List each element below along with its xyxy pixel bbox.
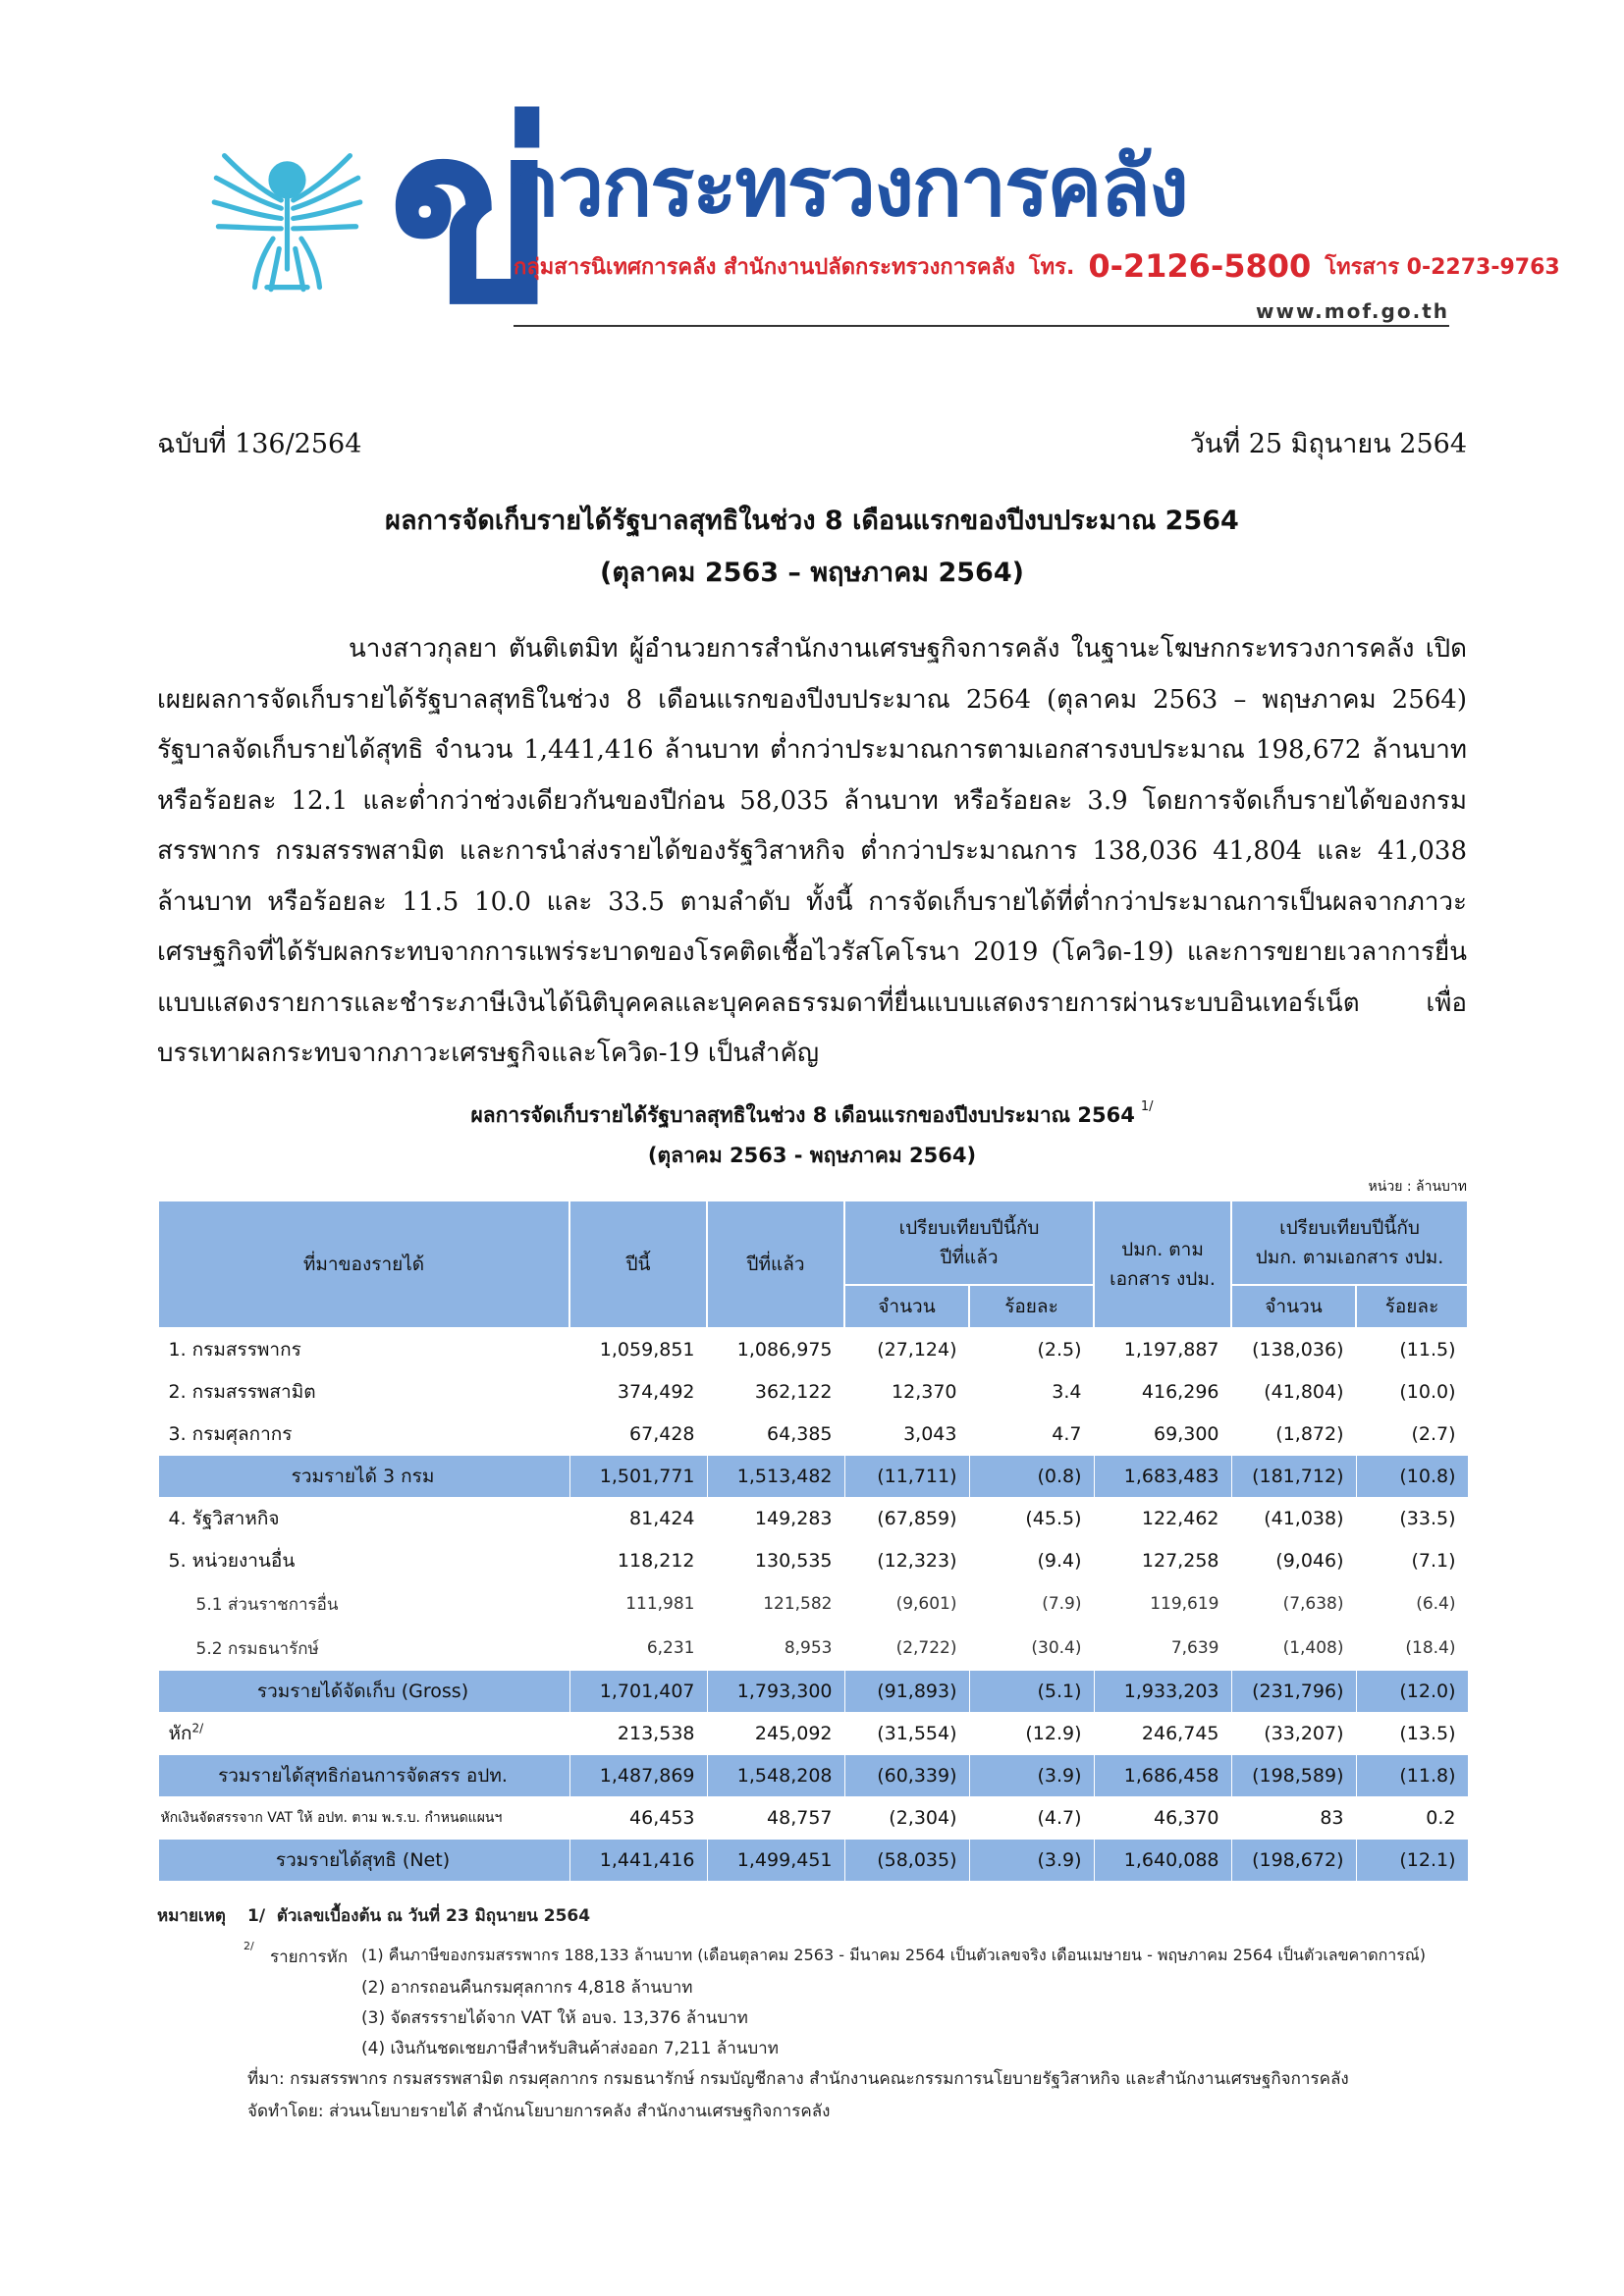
note-1-mark: 1/ [247, 1906, 266, 1926]
row-label: 2. กรมสรรพสามิต [158, 1371, 569, 1414]
cell: (3.9) [969, 1755, 1094, 1797]
header-source: ที่มาของรายได้ [158, 1201, 569, 1328]
row-label: 1. กรมสรรพากร [158, 1328, 569, 1371]
cell: 362,122 [707, 1371, 844, 1414]
cell: (10.8) [1356, 1456, 1468, 1498]
cell: 81,424 [569, 1498, 707, 1540]
cell: 1,501,771 [569, 1456, 707, 1498]
row-label: 3. กรมศุลกากร [158, 1414, 569, 1456]
table-row [158, 1498, 1468, 1540]
header-this-year: ปีนี้ [569, 1201, 707, 1328]
masthead-tel: 0-2126-5800 [1088, 247, 1312, 285]
row-label: รวมรายได้สุทธิ (Net) [158, 1840, 569, 1882]
cell: (67,859) [844, 1498, 969, 1540]
cell: (6.4) [1356, 1582, 1468, 1627]
cell: (11.8) [1356, 1755, 1468, 1797]
cell: (12.0) [1356, 1671, 1468, 1713]
cell: (9,046) [1231, 1540, 1356, 1582]
header-percent-2: ร้อยละ [1356, 1285, 1468, 1328]
cell: (11.5) [1356, 1328, 1468, 1371]
cell: 130,535 [707, 1540, 844, 1582]
masthead-website: www.mof.go.th [514, 299, 1449, 327]
cell: (198,589) [1231, 1755, 1356, 1797]
note-1 [247, 1902, 590, 1929]
cell: 213,538 [569, 1713, 707, 1755]
cell: (3.9) [969, 1840, 1094, 1882]
cell: 83 [1231, 1797, 1356, 1840]
cell: (7,638) [1231, 1582, 1356, 1627]
cell: 1,441,416 [569, 1840, 707, 1882]
table-total-row [158, 1840, 1468, 1882]
masthead-contact [514, 245, 1560, 287]
cell: (5.1) [969, 1671, 1094, 1713]
note-2-item: (1) คืนภาษีของกรมสรรพากร 188,133 ล้านบาท (เดือนตุลาคม 2563 - มีนาคม 2564 เป็นตัวเลขจริง เดือนเมษายน - พฤษภาคม 2564 เป็นตัวเลขคาดการณ์) [361, 1946, 1426, 1964]
cell: 1,197,887 [1094, 1328, 1231, 1371]
cell: (13.5) [1356, 1713, 1468, 1755]
cell: 1,640,088 [1094, 1840, 1231, 1882]
table-total-row [158, 1755, 1468, 1797]
note-2-mark-text: 2/ [244, 1940, 254, 1952]
cell: 1,683,483 [1094, 1456, 1231, 1498]
table-caption-text: ผลการจัดเก็บรายได้รัฐบาลสุทธิในช่วง 8 เดือนแรกของปีงบประมาณ 2564 [470, 1103, 1135, 1127]
table-total-row [158, 1671, 1468, 1713]
row-label [158, 1713, 569, 1755]
cell: (9,601) [844, 1582, 969, 1627]
cell: 3.4 [969, 1371, 1094, 1414]
cell: 1,499,451 [707, 1840, 844, 1882]
revenue-table [157, 1200, 1469, 1882]
cell: 0.2 [1356, 1797, 1468, 1840]
cell: 1,548,208 [707, 1755, 844, 1797]
header-estimate: ปมก. ตาม เอกสาร งปม. [1094, 1201, 1231, 1328]
table-total-row [158, 1456, 1468, 1498]
row-label: รวมรายได้สุทธิก่อนการจัดสรร อปท. [158, 1755, 569, 1797]
note-2-item: (3) จัดสรรรายได้จาก VAT ให้ อบจ. 13,376 ล้านบาท [361, 2008, 748, 2028]
cell: 1,701,407 [569, 1671, 707, 1713]
cell: (12,323) [844, 1540, 969, 1582]
table-row [158, 1540, 1468, 1582]
cell: 8,953 [707, 1627, 844, 1671]
table-row [158, 1713, 1468, 1755]
cell: (58,035) [844, 1840, 969, 1882]
cell: 149,283 [707, 1498, 844, 1540]
cell: (7.9) [969, 1582, 1094, 1627]
cell: 64,385 [707, 1414, 844, 1456]
body-paragraph: นางสาวกุลยา ตันติเตมิท ผู้อำนวยการสำนักงานเศรษฐกิจการคลัง ในฐานะโฆษกกระทรวงการคลัง เปิดเผยผลการจัดเก็บรายได้รัฐบาลสุทธิในช่วง 8 เดือนแรกของปีงบประมาณ 2564 (ตุลาคม 2563 – พฤษภาคม 2564) รัฐบาลจัดเก็บรายได้สุทธิ จำนวน 1,441,416 ล้านบาท ต่ำกว่าประมาณการตามเอกสารงบประมาณ 198,672 ล้านบาท หรือร้อยละ 12.1 และต่ำกว่าช่วงเดียวกันของปีก่อน 58,035 ล้านบาท หรือร้อยละ 3.9 โดยการจัดเก็บรายได้ของกรมสรรพากร กรมสรรพสามิต และการนำส่งรายได้ของรัฐวิสาหกิจ ต่ำกว่าประมาณการ 138,036 41,804 และ 41,038 ล้านบาท หรือร้อยละ 11.5 10.0 และ 33.5 ตามลำดับ ทั้งนี้ การจัดเก็บรายได้ที่ต่ำกว่าประมาณการเป็นผลจากภาวะเศรษฐกิจที่ได้รับผลกระทบจากการแพร่ระบาดของโรคติดเชื้อไวรัสโคโรนา 2019 (โควิด-19) และการขยายเวลาการยื่นแบบแสดงรายการและชำระภาษีเงินได้นิติบุคคลและบุคคลธรรมดาที่ยื่นแบบแสดงรายการผ่านระบบอินเทอร์เน็ต เพื่อบรรเทาผลกระทบจากภาวะเศรษฐกิจและโควิด-19 เป็นสำคัญ [157, 634, 1467, 1068]
cell: 46,453 [569, 1797, 707, 1840]
row-label-text: หัก [168, 1723, 192, 1744]
cell: 121,582 [707, 1582, 844, 1627]
cell: 127,258 [1094, 1540, 1231, 1582]
masthead-name: าวกระทรวงการคลัง [514, 138, 1187, 235]
table-row [158, 1797, 1468, 1840]
note-1-text: ตัวเลขเบื้องต้น ณ วันที่ 23 มิถุนายน 2564 [276, 1906, 591, 1926]
cell: (27,124) [844, 1328, 969, 1371]
cell: (2,304) [844, 1797, 969, 1840]
cell: (9.4) [969, 1540, 1094, 1582]
cell: 245,092 [707, 1713, 844, 1755]
cell: 122,462 [1094, 1498, 1231, 1540]
row-label-mark: 2/ [191, 1721, 204, 1735]
header-percent-1: ร้อยละ [969, 1285, 1094, 1328]
header-last-year: ปีที่แล้ว [707, 1201, 844, 1328]
masthead-dept: กลุ่มสารนิเทศการคลัง สำนักงานปลัดกระทรวงการคลัง [514, 254, 1015, 280]
cell: 1,513,482 [707, 1456, 844, 1498]
cell: 1,686,458 [1094, 1755, 1231, 1797]
row-label: 5.2 กรมธนารักษ์ [158, 1627, 569, 1671]
cell: 46,370 [1094, 1797, 1231, 1840]
cell: (30.4) [969, 1627, 1094, 1671]
row-label: หักเงินจัดสรรจาก VAT ให้ อปท. ตาม พ.ร.บ. กำหนดแผนฯ [158, 1797, 569, 1840]
header-compare-last-year: เปรียบเทียบปีนี้กับ ปีที่แล้ว [844, 1201, 1094, 1285]
cell: (7.1) [1356, 1540, 1468, 1582]
cell: (41,804) [1231, 1371, 1356, 1414]
row-label: รวมรายได้จัดเก็บ (Gross) [158, 1671, 569, 1713]
cell: 118,212 [569, 1540, 707, 1582]
cell: (60,339) [844, 1755, 969, 1797]
table-row [158, 1328, 1468, 1371]
row-label: 5.1 ส่วนราชการอื่น [158, 1582, 569, 1627]
cell: (2,722) [844, 1627, 969, 1671]
masthead [206, 73, 1560, 358]
cell: (2.5) [969, 1328, 1094, 1371]
table-caption-period: (ตุลาคม 2563 - พฤษภาคม 2564) [647, 1144, 977, 1167]
note-prepared-by: จัดทำโดย: ส่วนนโยบายรายได้ สำนักนโยบายการคลัง สำนักงานเศรษฐกิจการคลัง [247, 2102, 831, 2121]
cell: (91,893) [844, 1671, 969, 1713]
cell: 1,933,203 [1094, 1671, 1231, 1713]
cell: 119,619 [1094, 1582, 1231, 1627]
cell: (4.7) [969, 1797, 1094, 1840]
note-2-label: รายการหัก [270, 1948, 349, 1967]
issue-date: วันที่ 25 มิถุนายน 2564 [1189, 429, 1467, 459]
table-unit: หน่วย : ล้านบาท [1368, 1179, 1467, 1195]
table-row [158, 1414, 1468, 1456]
masthead-tel-label: โทร. [1028, 254, 1075, 280]
page-title: ผลการจัดเก็บรายได้รัฐบาลสุทธิในช่วง 8 เดือนแรกของปีงบประมาณ 2564 [385, 506, 1239, 536]
row-label: 5. หน่วยงานอื่น [158, 1540, 569, 1582]
cell: 246,745 [1094, 1713, 1231, 1755]
masthead-title [388, 73, 1560, 358]
cell: (0.8) [969, 1456, 1094, 1498]
cell: (198,672) [1231, 1840, 1356, 1882]
cell: (10.0) [1356, 1371, 1468, 1414]
row-label: 4. รัฐวิสาหกิจ [158, 1498, 569, 1540]
page-subtitle: (ตุลาคม 2563 – พฤษภาคม 2564) [600, 558, 1024, 588]
cell: (1,872) [1231, 1414, 1356, 1456]
cell: 1,793,300 [707, 1671, 844, 1713]
cell: (41,038) [1231, 1498, 1356, 1540]
cell: 69,300 [1094, 1414, 1231, 1456]
table-subrow [158, 1627, 1468, 1671]
cell: 67,428 [569, 1414, 707, 1456]
cell: 111,981 [569, 1582, 707, 1627]
cell: (31,554) [844, 1713, 969, 1755]
cell: (18.4) [1356, 1627, 1468, 1671]
cell: 1,059,851 [569, 1328, 707, 1371]
table-row [158, 1371, 1468, 1414]
cell: 1,487,869 [569, 1755, 707, 1797]
cell: (231,796) [1231, 1671, 1356, 1713]
note-2-item: (2) อากรถอนคืนกรมศุลกากร 4,818 ล้านบาท [361, 1978, 693, 1998]
table-subrow [158, 1582, 1468, 1627]
cell: (12.1) [1356, 1840, 1468, 1882]
note-2-mark [244, 1940, 254, 1961]
garuda-emblem-icon [206, 137, 368, 299]
cell: 48,757 [707, 1797, 844, 1840]
cell: (33.5) [1356, 1498, 1468, 1540]
cell: 7,639 [1094, 1627, 1231, 1671]
cell: 4.7 [969, 1414, 1094, 1456]
header-amount-1: จำนวน [844, 1285, 969, 1328]
cell: (12.9) [969, 1713, 1094, 1755]
cell: (1,408) [1231, 1627, 1356, 1671]
header-amount-2: จำนวน [1231, 1285, 1356, 1328]
cell: (45.5) [969, 1498, 1094, 1540]
issue-number: ฉบับที่ 136/2564 [157, 429, 362, 459]
cell: 12,370 [844, 1371, 969, 1414]
masthead-big-letter: ข่ [388, 73, 556, 358]
note-label: หมายเหตุ [157, 1906, 226, 1926]
table-caption-mark: 1/ [1140, 1099, 1154, 1114]
cell: 6,231 [569, 1627, 707, 1671]
masthead-fax: โทรสาร 0-2273-9763 [1325, 254, 1560, 280]
cell: 1,086,975 [707, 1328, 844, 1371]
note-source: ที่มา: กรมสรรพากร กรมสรรพสามิต กรมศุลกากร กรมธนารักษ์ กรมบัญชีกลาง สำนักงานคณะกรรมการนโยบายรัฐวิสาหกิจ และสำนักงานเศรษฐกิจการคลัง [247, 2069, 1349, 2089]
note-2-item: (4) เงินกันชดเชยภาษีสำหรับสินค้าส่งออก 7,211 ล้านบาท [361, 2039, 779, 2058]
cell: (33,207) [1231, 1713, 1356, 1755]
cell: 3,043 [844, 1414, 969, 1456]
cell: (138,036) [1231, 1328, 1356, 1371]
row-label: รวมรายได้ 3 กรม [158, 1456, 569, 1498]
cell: (181,712) [1231, 1456, 1356, 1498]
cell: (11,711) [844, 1456, 969, 1498]
cell: (2.7) [1356, 1414, 1468, 1456]
header-compare-estimate: เปรียบเทียบปีนี้กับ ปมก. ตามเอกสาร งปม. [1231, 1201, 1468, 1285]
cell: 374,492 [569, 1371, 707, 1414]
cell: 416,296 [1094, 1371, 1231, 1414]
table-caption [157, 1099, 1467, 1132]
